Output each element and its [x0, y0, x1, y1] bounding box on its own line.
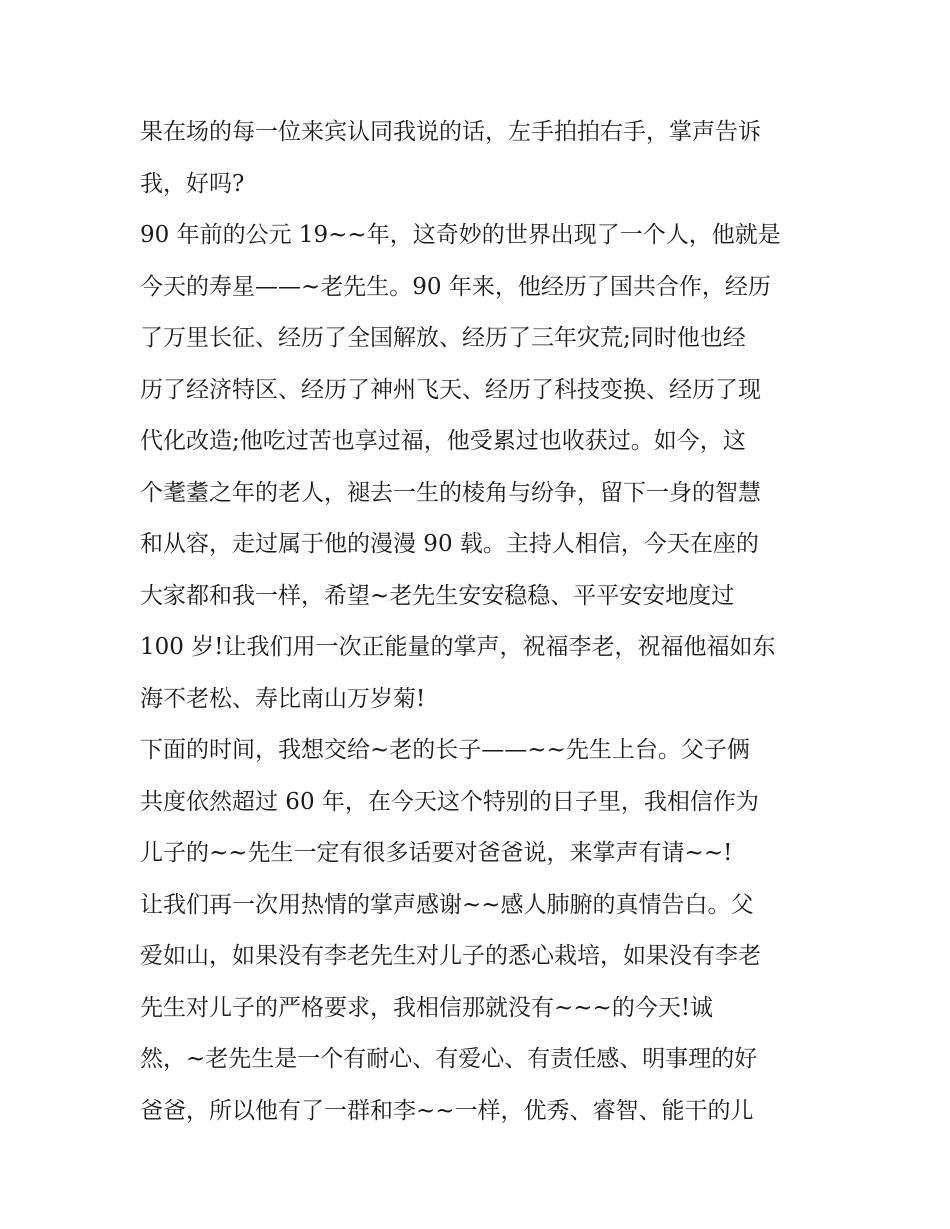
text-line: 100 岁!让我们用一次正能量的掌声，祝福李老，祝福他福如东 [140, 634, 776, 660]
text-line: 共度依然超过 60 年，在今天这个特别的日子里，我相信作为 [140, 788, 759, 815]
text-line: 然，~老先生是一个有耐心、有爱心、有责任感、明事理的好 [140, 1046, 758, 1072]
text-line: 90 年前的公元 19~~年，这奇妙的世界出现了一个人，他就是 [140, 222, 781, 248]
text-line: 果在场的每一位来宾认同我说的话，左手拍拍右手，掌声告诉 [140, 119, 761, 145]
text-line: 和从容，走过属于他的漫漫 90 载。主持人相信，今天在座的 [140, 531, 759, 557]
text-line: 今天的寿星——~老先生。90 年来，他经历了国共合作，经历 [140, 273, 771, 300]
text-line: 让我们再一次用热情的掌声感谢~~感人肺腑的真情告白。父 [140, 891, 754, 918]
text-line: 先生对儿子的严格要求，我相信那就没有~~~的今天!诚 [140, 994, 714, 1021]
text-line: 海不老松、寿比南山万岁菊! [140, 685, 426, 712]
text-line: 了万里长征、经历了全国解放、经历了三年灾荒;同时他也经 [140, 325, 746, 351]
document-body [140, 107, 830, 1137]
text-line: 代化改造;他吃过苦也享过福，他受累过也收获过。如今，这 [140, 428, 746, 454]
text-line: 儿子的~~先生一定有很多话要对爸爸说，来掌声有请~~! [140, 840, 733, 866]
text-line: 爱如山，如果没有李老先生对儿子的悉心栽培，如果没有李老 [140, 943, 761, 969]
text-line: 我，好吗? [140, 170, 245, 197]
text-line: 爸爸，所以他有了一群和李~~一样，优秀、睿智、能干的儿 [140, 1097, 754, 1124]
text-line: 大家都和我一样，希望~老先生安安稳稳、平平安安地度过 [140, 582, 735, 609]
text-line: 历了经济特区、经历了神州飞天、经历了科技变换、经历了现 [140, 376, 761, 403]
text-line: 个耄耋之年的老人，褪去一生的棱角与纷争，留下一身的智慧 [140, 479, 761, 506]
text-line: 下面的时间，我想交给~老的长子——~~先生上台。父子俩 [140, 737, 750, 763]
